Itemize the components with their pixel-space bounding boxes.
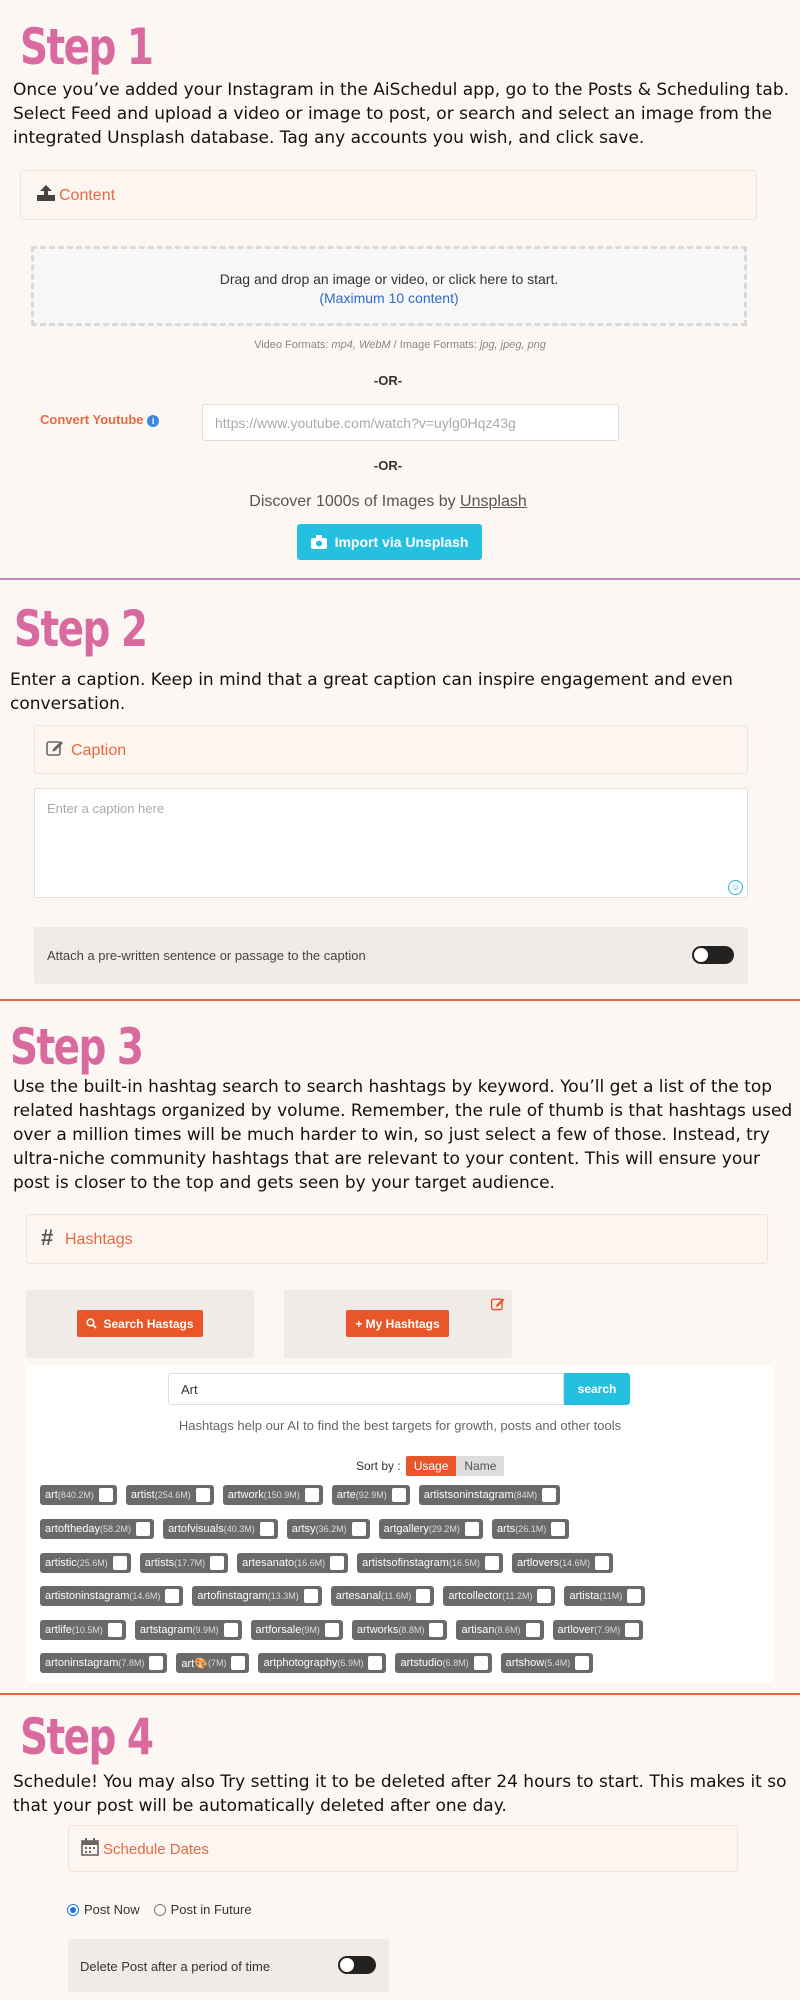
hashtag-search-input[interactable]: Art bbox=[168, 1373, 564, 1405]
search-hashtags-label: Search Hastags bbox=[103, 1316, 194, 1331]
hashtag-chip[interactable] bbox=[251, 1620, 343, 1640]
hashtag-chip[interactable] bbox=[287, 1519, 370, 1539]
sort-name-button[interactable]: Name bbox=[456, 1456, 504, 1476]
hashtag-name: artlovers bbox=[516, 1557, 560, 1569]
hashtag-row bbox=[40, 1519, 578, 1539]
hashtag-name: artwork bbox=[227, 1489, 264, 1501]
hashtag-checkbox[interactable] bbox=[113, 1556, 127, 1570]
hashtag-name: artofinstagram bbox=[197, 1590, 268, 1602]
hashtag-name: artforsale bbox=[255, 1624, 302, 1636]
import-unsplash-button[interactable] bbox=[297, 524, 482, 560]
hashtag-name: art🎨 bbox=[181, 1657, 208, 1670]
hashtag-row bbox=[40, 1485, 569, 1505]
hashtag-name: artworks bbox=[356, 1624, 399, 1636]
hashtag-name: artistic bbox=[45, 1557, 77, 1569]
hashtag-name: artistoninstagram bbox=[45, 1590, 130, 1602]
hashtag-count: (8.6M) bbox=[494, 1625, 521, 1635]
search-hashtags-button[interactable] bbox=[77, 1310, 203, 1337]
hashtag-name: artstudio bbox=[400, 1657, 443, 1669]
hashtag-count: (40.3M) bbox=[223, 1524, 255, 1534]
hashtag-chip[interactable] bbox=[357, 1553, 503, 1573]
hashtag-checkbox[interactable] bbox=[465, 1522, 479, 1536]
hashtag-count: (11.6M) bbox=[380, 1591, 412, 1601]
hashtag-checkbox[interactable] bbox=[625, 1623, 639, 1637]
hashtag-checkbox[interactable] bbox=[474, 1656, 488, 1670]
hashtag-checkbox[interactable] bbox=[325, 1623, 339, 1637]
delete-post-row bbox=[68, 1939, 389, 1992]
or-separator: -OR- bbox=[373, 373, 403, 388]
step-divider-3 bbox=[0, 1693, 800, 1695]
hashtag-count: (13.3M) bbox=[267, 1591, 299, 1601]
unsplash-discover bbox=[0, 493, 776, 511]
hashtag-hint: Hashtags help our AI to find the best targets for growth, posts and other tools bbox=[178, 1418, 622, 1433]
sort-control bbox=[356, 1456, 504, 1476]
step1-text: Once you’ve added your Instagram in the AiSchedul app, go to the Posts & Scheduling tab. Select Feed and upload a video or image to post, or search and select an image from the integrated Unsplash database. Tag any accounts you wish, and click save. bbox=[13, 80, 790, 148]
hashtag-count: (29.2M) bbox=[428, 1524, 460, 1534]
step-divider-1 bbox=[0, 578, 800, 580]
hashtag-count: (6.9M) bbox=[337, 1658, 364, 1668]
hashtag-checkbox[interactable] bbox=[99, 1488, 113, 1502]
info-icon[interactable]: i bbox=[147, 415, 159, 427]
hashtag-chip[interactable] bbox=[553, 1620, 644, 1640]
hashtag-name: artista bbox=[569, 1590, 600, 1602]
hashtag-count: (9.9M) bbox=[192, 1625, 219, 1635]
hashtag-count: (11.2M) bbox=[502, 1591, 533, 1601]
calendar-icon bbox=[81, 1838, 99, 1856]
step2-text: Enter a caption. Keep in mind that a great caption can inspire engagement and even conversation. bbox=[10, 670, 733, 714]
search-hashtags-panel bbox=[26, 1290, 254, 1358]
schedule-title: Schedule Dates bbox=[103, 1841, 209, 1858]
hashtag-row bbox=[40, 1586, 654, 1606]
hashtag-name: artgallery bbox=[383, 1523, 429, 1535]
hashtag-checkbox[interactable] bbox=[305, 1488, 319, 1502]
step4-title: Step 4 bbox=[20, 1708, 153, 1766]
hashtag-name: artoftheday bbox=[45, 1523, 101, 1535]
post-now-radio[interactable] bbox=[67, 1904, 79, 1916]
hashtag-chip[interactable] bbox=[331, 1586, 435, 1606]
hashtag-count: (14.6M) bbox=[559, 1558, 591, 1568]
hashtag-name: artesanato bbox=[242, 1557, 295, 1569]
post-future-radio[interactable] bbox=[154, 1904, 166, 1916]
hashtag-name: arts bbox=[496, 1523, 516, 1535]
youtube-url-input[interactable]: https://www.youtube.com/watch?v=uylg0Hqz43g bbox=[202, 404, 619, 441]
hashtag-checkbox[interactable] bbox=[485, 1556, 499, 1570]
hashtags-title: Hashtags bbox=[65, 1231, 133, 1248]
hashtag-count: (6.8M) bbox=[442, 1658, 469, 1668]
hashtag-name: artisan bbox=[461, 1624, 495, 1636]
caption-textarea[interactable] bbox=[34, 788, 748, 898]
post-now-label: Post Now bbox=[84, 1902, 140, 1917]
hashtag-count: (9M) bbox=[301, 1625, 320, 1635]
hashtag-chip[interactable] bbox=[379, 1519, 483, 1539]
my-hashtags-panel bbox=[284, 1290, 512, 1358]
sort-label: Sort by : bbox=[356, 1459, 401, 1473]
hashtag-search-button[interactable]: search bbox=[564, 1373, 630, 1405]
hashtag-name: art bbox=[45, 1489, 58, 1501]
content-title: Content bbox=[59, 187, 116, 204]
hashtag-name: artshow bbox=[505, 1657, 545, 1669]
hashtag-checkbox[interactable] bbox=[210, 1556, 224, 1570]
hashtag-name: artlife bbox=[45, 1624, 72, 1636]
hashtag-checkbox[interactable] bbox=[165, 1589, 179, 1603]
hashtag-name: artist bbox=[130, 1489, 155, 1501]
post-timing-radios bbox=[67, 1902, 252, 1917]
caption-placeholder: Enter a caption here bbox=[47, 801, 165, 816]
hashtag-count: (26.1M) bbox=[515, 1524, 547, 1534]
content-panel-header bbox=[20, 170, 757, 220]
hashtag-chip[interactable] bbox=[492, 1519, 569, 1539]
dropzone-limit: (Maximum 10 content) bbox=[319, 290, 459, 306]
hashtag-checkbox[interactable] bbox=[149, 1656, 163, 1670]
hashtag-checkbox[interactable] bbox=[352, 1522, 366, 1536]
hashtag-checkbox[interactable] bbox=[224, 1623, 238, 1637]
my-hashtags-label: + My Hashtags bbox=[355, 1316, 440, 1331]
hashtag-checkbox[interactable] bbox=[551, 1522, 565, 1536]
attach-passage-toggle[interactable] bbox=[692, 946, 734, 964]
hashtag-chip[interactable] bbox=[564, 1586, 645, 1606]
schedule-panel-header bbox=[68, 1825, 738, 1872]
hashtag-count: (25.6M) bbox=[76, 1558, 108, 1568]
search-icon bbox=[86, 1318, 97, 1329]
hashtag-row bbox=[40, 1553, 622, 1573]
hashtag-name: arte bbox=[336, 1489, 356, 1501]
format-info bbox=[0, 339, 800, 351]
hashtag-chip[interactable] bbox=[237, 1553, 348, 1573]
hashtag-checkbox[interactable] bbox=[304, 1589, 318, 1603]
edit-icon bbox=[45, 738, 65, 758]
unsplash-discover-text: Discover 1000s of Images by bbox=[249, 493, 461, 510]
step3-text: Use the built-in hashtag search to search hashtags by keyword. You’ll get a list of the top related hashtags organized by volume. Remember, the rule of thumb is that hashtags used over a million times will be much harder to win, so just select a few of those. Instead, try ultra-niche community hashtags that are relevant to your content. This will ensure your post is closer to the top and gets seen by your target audience. bbox=[13, 1077, 793, 1193]
hashtag-checkbox[interactable] bbox=[108, 1623, 122, 1637]
image-formats-label: / Image Formats: bbox=[390, 339, 480, 351]
hashtag-chip[interactable] bbox=[419, 1485, 560, 1505]
camera-icon bbox=[311, 535, 327, 549]
convert-youtube-text: Convert Youtube bbox=[40, 412, 144, 427]
hashtag-name: artcollector bbox=[448, 1590, 503, 1602]
hashtag-chip[interactable] bbox=[40, 1485, 117, 1505]
step-divider-2 bbox=[0, 999, 800, 1001]
hashtag-name: artsy bbox=[291, 1523, 316, 1535]
attach-passage-label: Attach a pre-written sentence or passage to the caption bbox=[47, 948, 366, 963]
hashtag-chip[interactable] bbox=[40, 1653, 167, 1673]
hashtag-checkbox[interactable] bbox=[196, 1488, 210, 1502]
hashtag-count: (16.5M) bbox=[448, 1558, 480, 1568]
media-dropzone[interactable] bbox=[31, 246, 747, 326]
unsplash-link[interactable]: Unsplash bbox=[460, 493, 527, 510]
hashtag-count: (7.9M) bbox=[594, 1625, 621, 1635]
hashtag-count: (150.9M) bbox=[263, 1490, 300, 1500]
hashtag-chip[interactable] bbox=[140, 1553, 228, 1573]
hash-icon: # bbox=[41, 1225, 54, 1250]
hashtag-count: (17.7M) bbox=[174, 1558, 206, 1568]
post-future-label: Post in Future bbox=[170, 1902, 252, 1917]
hashtag-chip[interactable] bbox=[40, 1519, 154, 1539]
hashtag-chip[interactable] bbox=[176, 1653, 249, 1673]
hashtag-chip[interactable] bbox=[40, 1553, 131, 1573]
hashtag-chip[interactable] bbox=[40, 1586, 183, 1606]
hashtag-count: (5.4M) bbox=[544, 1658, 571, 1668]
sort-usage-button[interactable]: Usage bbox=[406, 1456, 457, 1476]
hashtag-checkbox[interactable] bbox=[542, 1488, 556, 1502]
hashtag-chip[interactable] bbox=[40, 1620, 126, 1640]
import-unsplash-label: Import via Unsplash bbox=[334, 534, 469, 550]
hashtag-row bbox=[40, 1653, 602, 1673]
or-separator-2: -OR- bbox=[373, 458, 403, 473]
hashtag-count: (254.6M) bbox=[154, 1490, 191, 1500]
hashtag-chip[interactable] bbox=[163, 1519, 278, 1539]
hashtag-count: (7M) bbox=[207, 1658, 227, 1668]
edit-icon[interactable] bbox=[490, 1296, 506, 1312]
hashtag-count: (84M) bbox=[513, 1490, 538, 1500]
hashtag-checkbox[interactable] bbox=[368, 1656, 382, 1670]
hashtag-chip[interactable] bbox=[332, 1485, 410, 1505]
hashtag-chip[interactable] bbox=[352, 1620, 448, 1640]
hashtag-chip[interactable] bbox=[512, 1553, 613, 1573]
emoji-icon[interactable]: ☺ bbox=[728, 880, 743, 895]
hashtag-name: artlover bbox=[557, 1624, 595, 1636]
image-formats: jpg, jpeg, png bbox=[479, 339, 546, 351]
hashtag-chip[interactable] bbox=[395, 1653, 491, 1673]
hashtag-name: artphotography bbox=[263, 1657, 338, 1669]
step3-title: Step 3 bbox=[10, 1018, 143, 1076]
hashtag-checkbox[interactable] bbox=[330, 1556, 344, 1570]
hashtag-checkbox[interactable] bbox=[260, 1522, 274, 1536]
attach-passage-row bbox=[34, 927, 748, 984]
hashtag-checkbox[interactable] bbox=[416, 1589, 430, 1603]
hashtag-chip[interactable] bbox=[456, 1620, 543, 1640]
hashtag-checkbox[interactable] bbox=[136, 1522, 150, 1536]
hashtag-count: (10.5M) bbox=[71, 1625, 103, 1635]
delete-post-label: Delete Post after a period of time bbox=[80, 1959, 271, 1974]
step4-text: Schedule! You may also Try setting it to be deleted after 24 hours to start. This makes it so that your post will be automatically deleted after one day. bbox=[13, 1772, 787, 1816]
hashtag-name: artoninstagram bbox=[45, 1657, 119, 1669]
video-formats-label: Video Formats: bbox=[254, 339, 332, 351]
my-hashtags-button[interactable] bbox=[346, 1310, 449, 1337]
hashtag-name: artofvisuals bbox=[168, 1523, 224, 1535]
hashtag-checkbox[interactable] bbox=[627, 1589, 641, 1603]
hashtag-chip[interactable] bbox=[135, 1620, 242, 1640]
caption-panel-header bbox=[34, 725, 748, 774]
hashtag-count: (92.9M) bbox=[355, 1490, 387, 1500]
caption-title: Caption bbox=[71, 742, 127, 759]
hashtag-chip[interactable] bbox=[443, 1586, 555, 1606]
hashtag-checkbox[interactable] bbox=[537, 1589, 551, 1603]
hashtag-count: (840.2M) bbox=[57, 1490, 94, 1500]
hashtag-count: (11M) bbox=[599, 1591, 623, 1601]
hashtag-checkbox[interactable] bbox=[429, 1623, 443, 1637]
hashtags-panel-header bbox=[26, 1214, 768, 1264]
hashtag-chip[interactable] bbox=[258, 1653, 386, 1673]
hashtag-chip[interactable] bbox=[501, 1653, 594, 1673]
toggle-knob bbox=[694, 948, 708, 962]
hashtag-count: (14.6M) bbox=[129, 1591, 161, 1601]
convert-youtube-label bbox=[40, 412, 159, 427]
hashtag-name: artistsofinstagram bbox=[362, 1557, 449, 1569]
hashtag-checkbox[interactable] bbox=[575, 1656, 589, 1670]
hashtag-checkbox[interactable] bbox=[595, 1556, 609, 1570]
hashtag-checkbox[interactable] bbox=[231, 1656, 245, 1670]
toggle-knob bbox=[340, 1958, 354, 1972]
hashtag-chip[interactable] bbox=[192, 1586, 321, 1606]
delete-post-toggle[interactable] bbox=[338, 1956, 376, 1974]
hashtag-count: (36.2M) bbox=[315, 1524, 347, 1534]
hashtag-chip[interactable] bbox=[126, 1485, 214, 1505]
upload-icon bbox=[36, 183, 56, 203]
step1-title: Step 1 bbox=[20, 18, 153, 76]
hashtag-count: (16.6M) bbox=[294, 1558, 326, 1568]
hashtag-count: (58.2M) bbox=[100, 1524, 132, 1534]
video-formats: mp4, WebM bbox=[331, 339, 391, 351]
hashtag-count: (7.8M) bbox=[118, 1658, 145, 1668]
hashtag-name: artists bbox=[144, 1557, 175, 1569]
hashtag-count: (8.8M) bbox=[398, 1625, 425, 1635]
dropzone-text: Drag and drop an image or video, or click here to start. bbox=[219, 271, 559, 287]
hashtag-name: artistsoninstagram bbox=[423, 1489, 514, 1501]
hashtag-checkbox[interactable] bbox=[526, 1623, 540, 1637]
hashtag-name: artesanal bbox=[335, 1590, 381, 1602]
hashtag-chip[interactable] bbox=[223, 1485, 323, 1505]
step2-title: Step 2 bbox=[14, 600, 147, 658]
hashtag-checkbox[interactable] bbox=[392, 1488, 406, 1502]
hashtag-name: artstagram bbox=[139, 1624, 193, 1636]
hashtag-row bbox=[40, 1620, 652, 1640]
